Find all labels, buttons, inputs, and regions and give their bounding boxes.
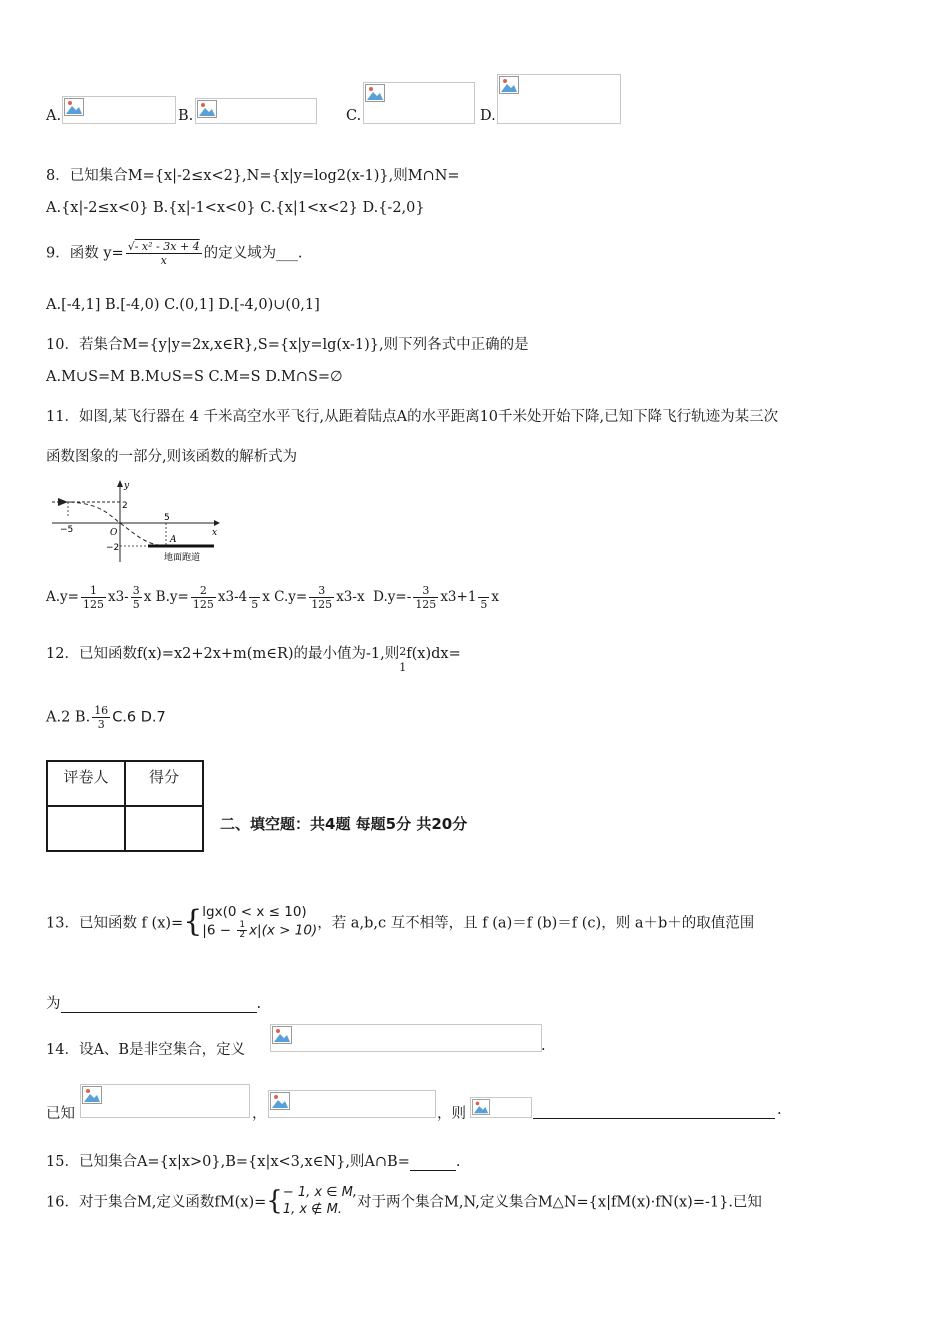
q14-stem: 14．设A、B是非空集合，定义 (46, 1042, 246, 1058)
q11-stem-line2: 函数图象的一部分,则该函数的解析式为 (46, 449, 298, 465)
q14-answer-blank (533, 1100, 775, 1119)
q9-stem: 9．函数 y= $\frac{\text{√- x² - 3x + 4}}{x}$ 的定义域为___. (46, 240, 303, 267)
x-axis-arrow (214, 520, 220, 526)
score-table-cell-grader (47, 806, 125, 851)
q12-options: A.2 B. $\frac{16}{3}$ C.6 D.7 (46, 704, 166, 731)
q14-set-b-image (268, 1090, 436, 1118)
q11-flight-figure (46, 478, 226, 566)
q7-option-a-label: A. (46, 108, 62, 124)
broken-image-icon (499, 76, 519, 94)
q7-option-c-image (363, 82, 475, 124)
tick-neg5: −5 (60, 525, 74, 535)
q13-answer-blank (61, 996, 257, 1013)
q16-stem: 16．对于集合M,定义函数fM(x)={ − 1, x ∈ M, 1, x ∉ M. 对于两个集合M,N,定义集合M△N={x|fM(x)·fN(x)=-1}.已知 (46, 1185, 762, 1217)
q15-stem: 15．已知集合A={x|x>0},B={x|x<3,x∈N},则A∩B= . (46, 1154, 461, 1170)
descent-curve (70, 502, 164, 546)
q9-options: A.[-4,1] B.[-4,0) C.(0,1] D.[-4,0)∪(0,1] (46, 297, 320, 313)
q10-stem: 10．若集合M={y|y=2x,x∈R},S={x|y=lg(x-1)},则下列各式中正确的是 (46, 337, 529, 353)
tick-2: 2 (122, 501, 128, 511)
q13-answer-line: 为 . (46, 996, 262, 1012)
broken-image-icon (270, 1092, 290, 1110)
broken-image-icon (82, 1086, 102, 1104)
broken-image-icon (272, 1026, 292, 1044)
integral-limits: 2 1 (399, 645, 407, 674)
q12-stem: 12．已知函数f(x)=x2+2x+m(m∈R)的最小值为-1,则 2 1 f(x)dx= (46, 645, 461, 674)
broken-image-icon (64, 98, 84, 116)
point-a-label: A (170, 535, 177, 545)
score-table (46, 760, 204, 852)
q7-option-d-label: D. (480, 108, 496, 124)
section-2-heading: 二、填空题：共4题 每题5分 共20分 (220, 815, 468, 833)
y-axis-label: y (124, 481, 130, 491)
runway-label: 地面跑道 (164, 553, 201, 563)
origin-label: O (110, 528, 118, 538)
score-table-col2-header: 得分 (125, 761, 203, 806)
score-table-col1-header: 评卷人 (47, 761, 125, 806)
q14-definition-image (270, 1024, 542, 1052)
q8-options: A.{x|-2≤x<0} B.{x|-1<x<0} C.{x|1<x<2} D.{-2,0} (46, 200, 425, 216)
tick-neg2: −2 (106, 543, 120, 553)
q11-options: A.y= $\frac{1}{125}$ x3- $\frac{3}{5}$ x B.y= $\frac{2}{125}$ x3-4 5 x C.y= $\frac{3}{125}$ x3-x D.y=- $\frac{3}{125}$ x3+1 5 x (46, 584, 500, 611)
broken-image-icon (365, 84, 385, 102)
x-axis-label: x (212, 528, 218, 538)
q13-stem: 13．已知函数 f (x)={ lgx(0 < x ≤ 10) |6 − $\frac{1}{2}$ x|(x > 10) ，若 a,b,c 互不相等，且 f (a)＝f (b)＝f (c)，则 a＋b＋的取值范围 (46, 904, 755, 940)
tick-5: 5 (164, 513, 170, 523)
q7-option-b-image (195, 98, 317, 124)
q14-known-label: 已知 (46, 1106, 75, 1122)
q14-result-image (470, 1097, 532, 1118)
q11-stem-line1: 11．如图,某飞行器在 4 千米高空水平飞行,从距着陆点A的水平距离10千米处开始下降,已知下降飞行轨迹为某三次 (46, 409, 779, 425)
q7-option-b-label: B. (178, 108, 194, 124)
plane-arrow (58, 498, 68, 506)
q14-set-a-image (80, 1084, 250, 1118)
q10-options: A.M∪S=M B.M∪S=S C.M=S D.M∩S=∅ (46, 369, 343, 385)
q7-option-d-image (497, 74, 621, 124)
q9-fraction: $\frac{\text{√- x² - 3x + 4}}{x}$ (127, 240, 200, 267)
q8-stem: 8．已知集合M={x|-2≤x<2},N={x|y=log2(x-1)},则M∩N= (46, 168, 460, 184)
y-axis-arrow (117, 480, 123, 487)
q15-answer-blank (410, 1154, 456, 1171)
broken-image-icon (197, 100, 217, 118)
q7-option-a-image (62, 96, 176, 124)
score-table-cell-score (125, 806, 203, 851)
q16-piecewise: − 1, x ∈ M, 1, x ∉ M. (282, 1185, 358, 1217)
q7-option-c-label: C. (346, 108, 362, 124)
broken-image-icon (472, 1099, 490, 1115)
q13-piecewise: lgx(0 < x ≤ 10) |6 − $\frac{1}{2}$ x|(x > 10) (202, 904, 318, 940)
